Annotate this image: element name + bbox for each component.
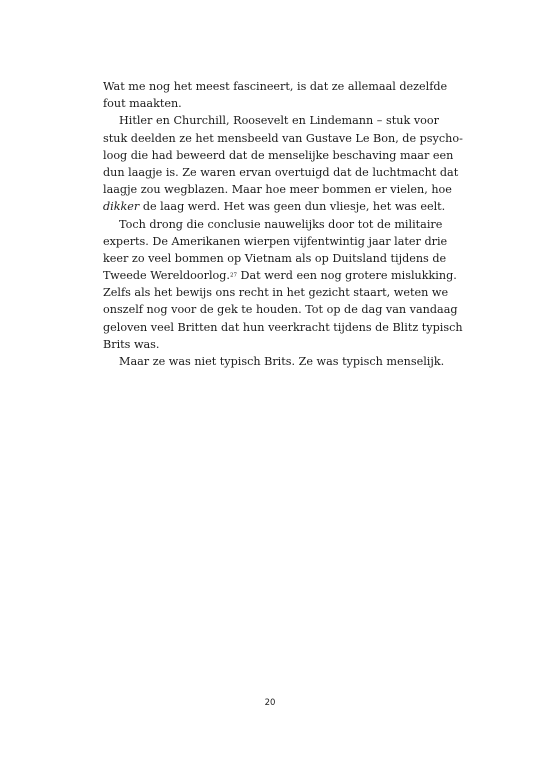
paragraph-3-line-4-before: Tweede Wereldoorlog. [103, 269, 230, 283]
paragraph-3-line-8: Brits was. [103, 337, 160, 351]
paragraph-3-line-7: geloven veel Britten dat hun veerkracht tijdens de Blitz typisch [103, 320, 463, 334]
paragraph-3-line-4 [103, 267, 457, 284]
paragraph-3-line-4-after: Dat werd een nog grotere mislukking. [236, 269, 457, 283]
paragraph-4-line-1: Maar ze was niet typisch Brits. Ze was typisch menselijk. [119, 355, 445, 368]
paragraph-2-line-3: loog die had beweerd dat de menselijke beschaving maar een [103, 148, 454, 162]
body-text [103, 78, 463, 370]
paragraph-3-line-2: experts. De Amerikanen wierpen vijfentwintig jaar later drie [103, 234, 448, 248]
paragraph-2-line-1: Hitler en Churchill, Roosevelt en Lindemann – stuk voor [119, 114, 439, 128]
paragraph-2-line-5: laagje zou wegblazen. Maar hoe meer bommen er vielen, hoe [103, 183, 452, 197]
paragraph-3-line-1: Toch drong die conclusie nauwelijks door tot de militaire [119, 217, 443, 231]
paragraph-2-line-6 [103, 198, 446, 215]
paragraph-1-line-1: Wat me nog het meest fascineert, is dat ze allemaal dezelfde [103, 80, 448, 93]
paragraph-2-line-6-rest: de laag werd. Het was geen dun vliesje, het was eelt. [139, 200, 446, 214]
page-number: 20 [264, 698, 276, 708]
paragraph-2-line-2: stuk deelden ze het mensbeeld van Gustave Le Bon, de psycho- [103, 131, 463, 145]
paragraph-3-line-5: Zelfs als het bewijs ons recht in het gezicht staart, weten we [103, 286, 449, 300]
paragraph-1-line-2: fout maakten. [103, 97, 182, 111]
paragraph-2-line-4: dun laagje is. Ze waren ervan overtuigd dat de luchtmacht dat [103, 165, 459, 179]
emphasis-dikker: dikker [103, 200, 140, 214]
paragraph-3-line-3: keer zo veel bommen op Vietnam als op Duitsland tijdens de [103, 251, 447, 265]
footnote-marker: 27 [229, 272, 237, 279]
paragraph-3-line-6: onszelf nog voor de gek te houden. Tot op de dag van vandaag [103, 303, 458, 317]
